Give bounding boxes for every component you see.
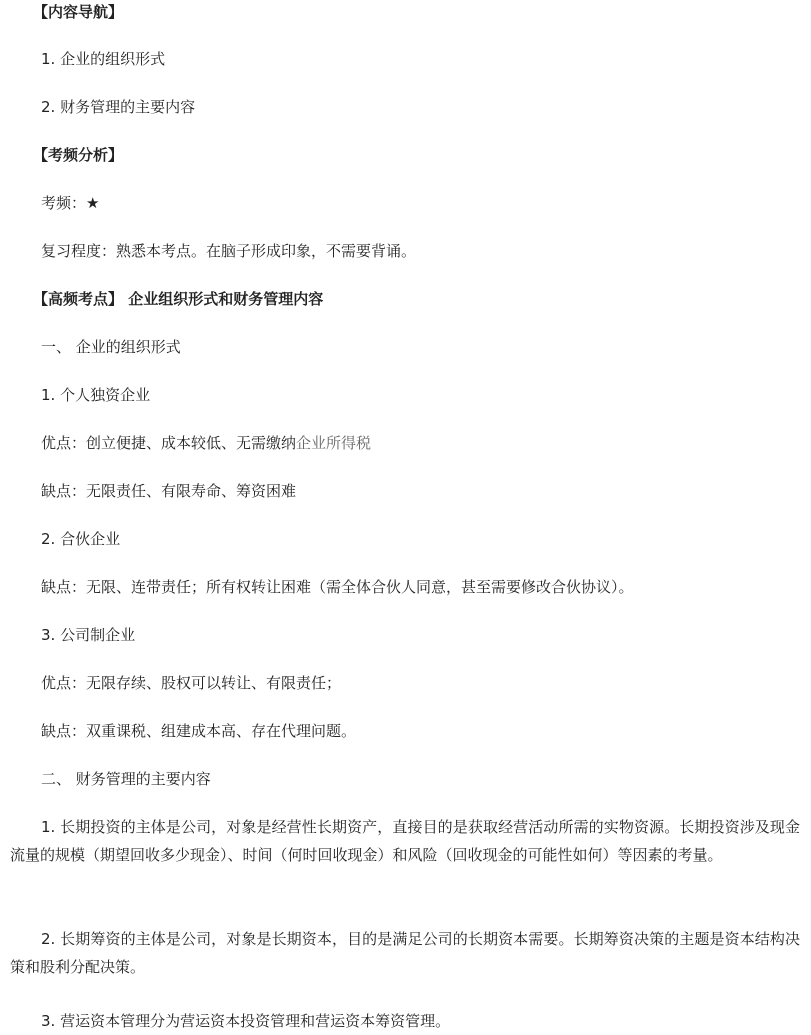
subsection-org-forms: 一、 企业的组织形式 [41,338,181,356]
corporation-disadvantages: 缺点：双重课税、组建成本高、存在代理问题。 [41,722,357,740]
sole-prop-disadvantages: 缺点：无限责任、有限寿命、筹资困难 [41,482,297,500]
frequency-rating: 考频：★ [41,194,100,212]
sole-prop-advantages [41,433,371,453]
nav-item-org-forms: 1. 企业的组织形式 [41,50,166,68]
subsection-finance-content: 二、 财务管理的主要内容 [41,770,211,788]
partnership-disadvantages: 缺点：无限、连带责任；所有权转让困难（需全体合伙人同意，甚至需要修改合伙协议）。 [41,578,634,596]
nav-item-finance-content: 2. 财务管理的主要内容 [41,98,196,116]
item-corporation: 3. 公司制企业 [41,626,136,644]
section-heading-frequency: 【考频分析】 [33,146,124,164]
section-heading-navigation: 【内容导航】 [33,3,124,21]
advantages-text: 优点：创立便捷、成本较低、无需缴纳 [41,434,297,452]
section-heading-key-point: 【高频考点】 企业组织形式和财务管理内容 [33,290,324,308]
corporate-income-tax-link[interactable]: 企业所得税 [296,434,372,452]
corporation-advantages: 优点：无限存续、股权可以转让、有限责任； [41,674,342,692]
paragraph-working-capital: 3. 营运资本管理分为营运资本投资管理和营运资本筹资管理。 [41,1012,451,1030]
review-level: 复习程度：熟悉本考点。在脑子形成印象，不需要背诵。 [41,242,417,260]
paragraph-long-term-financing: 2. 长期筹资的主体是公司，对象是长期资本，目的是满足公司的长期资本需要。长期筹资决策的主题是资本结构决策和股利分配决策。 [10,930,800,976]
paragraph-long-term-investment: 1. 长期投资的主体是公司，对象是经营性长期资产，直接目的是获取经营活动所需的实物资源。长期投资涉及现金流量的规模（期望回收多少现金）、时间（何时回收现金）和风险（回收现金的可能性如何）等因素的考量。 [10,818,800,864]
item-partnership: 2. 合伙企业 [41,530,121,548]
item-sole-proprietorship: 1. 个人独资企业 [41,386,151,404]
